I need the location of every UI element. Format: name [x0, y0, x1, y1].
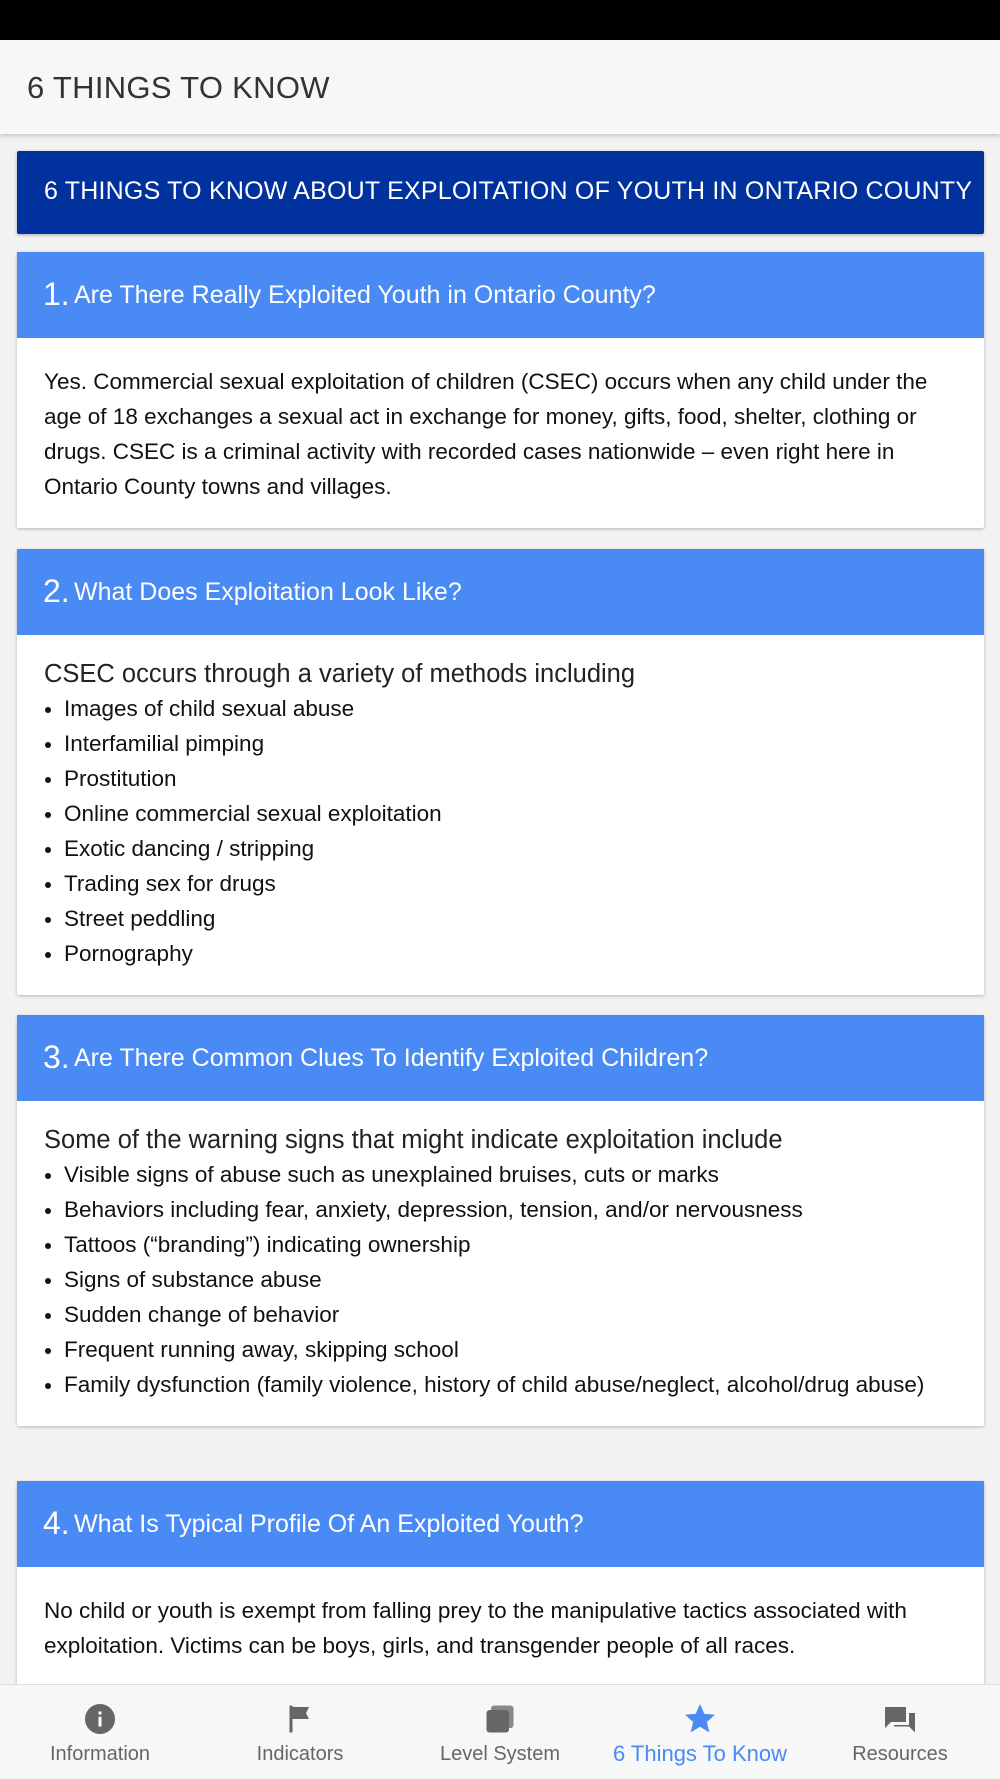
tab-indicators[interactable] [200, 1685, 400, 1779]
card-body [17, 1567, 984, 1684]
card-title: What Does Exploitation Look Like? [74, 578, 462, 606]
list-item: Online commercial sexual exploitation [44, 796, 957, 831]
card-text: Yes. Commercial sexual exploitation of children (CSEC) occurs when any child under the age of 18 exchanges a sexual act in exchange for money, gifts, food, shelter, clothing or drugs. CSEC is a criminal activity with recorded cases nationwide – even right here in Ontario County towns and villages. [44, 369, 928, 499]
list-item: Street peddling [44, 901, 957, 936]
bullet-list [44, 1157, 957, 1402]
bullet-list [44, 691, 957, 971]
list-item: Visible signs of abuse such as unexplained bruises, cuts or marks [44, 1157, 957, 1192]
tab-6-things-to-know[interactable] [600, 1685, 800, 1779]
card-header [17, 1015, 984, 1101]
card-4 [17, 1481, 984, 1684]
card-header [17, 252, 984, 338]
tab-label: Resources [852, 1743, 948, 1765]
card-number: 2. [43, 573, 70, 609]
flag-icon [282, 1701, 318, 1737]
layers-icon [482, 1701, 518, 1737]
list-item: Interfamilial pimping [44, 726, 957, 761]
card-text: No child or youth is exempt from falling prey to the manipulative tactics associated with exploitation. Victims can be boys, girls, and transgender people of all races. [44, 1598, 907, 1658]
tab-label: Level System [439, 1743, 561, 1765]
card-number: 1. [43, 276, 70, 312]
list-item: Sudden change of behavior [44, 1297, 957, 1332]
list-item: Tattoos (“branding”) indicating ownership [44, 1227, 957, 1262]
info-icon [82, 1701, 118, 1737]
list-item: Trading sex for drugs [44, 866, 957, 901]
card-header [17, 1481, 984, 1567]
card-3 [17, 1015, 984, 1426]
tab-label: 6 Things To Know [612, 1741, 788, 1766]
card-2 [17, 549, 984, 995]
app-header [0, 40, 1000, 134]
list-item: Pornography [44, 936, 957, 971]
list-item: Exotic dancing / stripping [44, 831, 957, 866]
card-title: Are There Really Exploited Youth in Ontario County? [74, 281, 656, 309]
list-item: Frequent running away, skipping school [44, 1332, 957, 1367]
banner-title: 6 THINGS TO KNOW ABOUT EXPLOITATION OF YOUTH IN ONTARIO COUNTY [44, 177, 973, 205]
status-bar [0, 0, 1000, 40]
scroll-content[interactable] [0, 134, 1000, 1684]
list-item: Family dysfunction (family violence, history of child abuse/neglect, alcohol/drug abuse) [44, 1367, 957, 1402]
card-title: Are There Common Clues To Identify Exploited Children? [74, 1044, 709, 1072]
card-number: 4. [43, 1505, 70, 1541]
card-1 [17, 252, 984, 528]
bottom-tab-bar [0, 1684, 1000, 1778]
star-icon [682, 1701, 718, 1737]
chat-icon [882, 1701, 918, 1737]
card-header [17, 549, 984, 635]
card-body [17, 1101, 984, 1426]
tab-level-system[interactable] [400, 1685, 600, 1779]
card-body [17, 338, 984, 528]
card-lead: Some of the warning signs that might indicate exploitation include [44, 1126, 783, 1154]
card-lead: CSEC occurs through a variety of methods including [44, 660, 636, 688]
list-item: Images of child sexual abuse [44, 691, 957, 726]
card-title: What Is Typical Profile Of An Exploited Youth? [74, 1510, 584, 1538]
page-title: 6 THINGS TO KNOW [27, 70, 330, 105]
list-item: Signs of substance abuse [44, 1262, 957, 1297]
tab-information[interactable] [0, 1685, 200, 1779]
tab-label: Indicators [256, 1743, 344, 1765]
card-number: 3. [43, 1039, 70, 1075]
list-item: Prostitution [44, 761, 957, 796]
card-body [17, 635, 984, 995]
tab-label: Information [49, 1743, 151, 1765]
tab-resources[interactable] [800, 1685, 1000, 1779]
banner [17, 151, 984, 234]
list-item: Behaviors including fear, anxiety, depression, tension, and/or nervousness [44, 1192, 957, 1227]
